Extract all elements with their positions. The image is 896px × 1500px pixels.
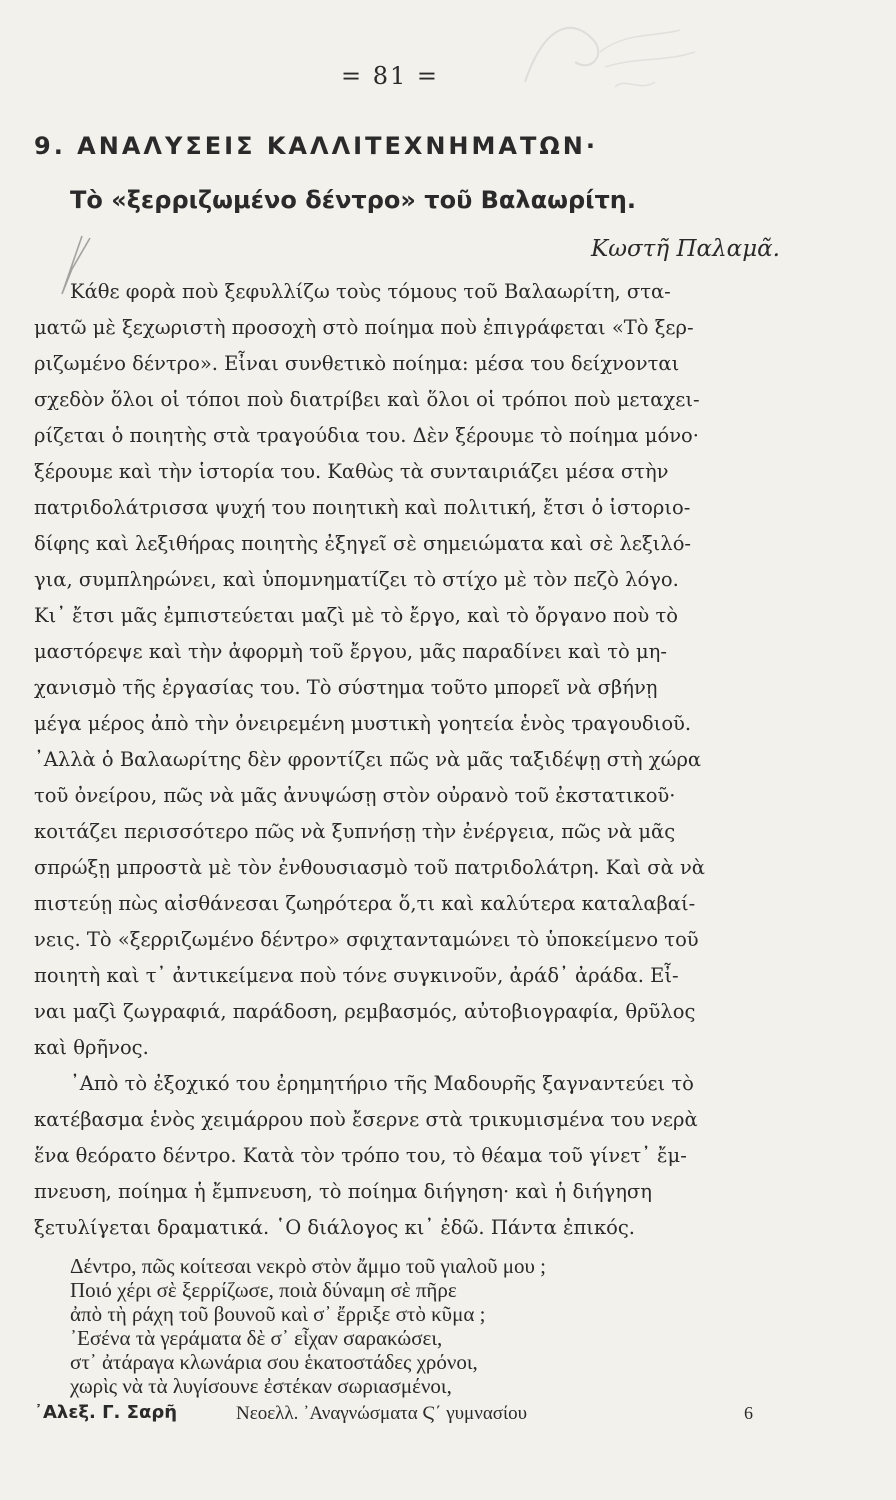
prose-line: καὶ θρῆνος. (34, 1036, 149, 1059)
prose-line: Κάθε φορὰ ποὺ ξεφυλλίζω τοὺς τόμους τοῦ Βαλαωρίτη, στα- (70, 280, 671, 303)
footer-author: ᾿Αλεξ. Γ. Σαρῆ (34, 1402, 178, 1423)
verse-line: ἀπὸ τὴ ράχη τοῦ βουνοῦ καὶ σ᾿ ἔρριξε στὸ κῦμα ; (70, 1302, 486, 1326)
prose-line: Κι᾿ ἔτσι μᾶς ἐμπιστεύεται μαζὶ μὲ τὸ ἔργο, καὶ τὸ ὄργανο ποὺ τὸ (34, 604, 679, 627)
prose-line: σπρώξῃ μπροστὰ μὲ τὸν ἐνθουσιασμὸ τοῦ πατριδολάτρη. Καὶ σὰ νὰ (34, 856, 705, 879)
prose-line: ᾿Απὸ τὸ ἐξοχικό του ἐρημητήριο τῆς Μαδουρῆς ξαγναντεύει τὸ (70, 1072, 694, 1095)
verse-line: στ᾿ ἀτάραγα κλωνάρια σου ἑκατοστάδες χρόνοι, (70, 1350, 478, 1374)
library-stamp-watermark (505, 12, 705, 107)
article-title: Τὸ «ξερριζωμένο δέντρο» τοῦ Βαλαωρίτη. (70, 186, 636, 214)
verse-line: ᾿Εσένα τὰ γεράματα δὲ σ᾿ εἶχαν σαρακώσει, (70, 1326, 443, 1350)
prose-line: νεις. Τὸ «ξερριζωμένο δέντρο» σφιχτανταμώνει τὸ ὑποκείμενο τοῦ (34, 928, 699, 951)
verse-line: Δέντρο, πῶς κοίτεσαι νεκρὸ στὸν ἄμμο τοῦ γιαλοῦ μου ; (70, 1254, 546, 1278)
footer-book-title: Νεοελλ. ᾿Αναγνώσματα Ϛ΄ γυμνασίου (236, 1403, 528, 1424)
prose-line: δίφης καὶ λεξιθήρας ποιητὴς ἐξηγεῖ σὲ σημειώματα καὶ σὲ λεξιλό- (34, 532, 692, 555)
footer-signature: 6 (744, 1403, 753, 1423)
prose-line: μέγα μέρος ἀπὸ τὴν ὀνειρεμένη μυστικὴ γοητεία ἑνὸς τραγουδιοῦ. (34, 712, 692, 735)
prose-line: ναι μαζὶ ζωγραφιά, παράδοση, ρεμβασμός, αὐτοβιογραφία, θρῦλος (34, 1000, 696, 1023)
verse-line: Ποιό χέρι σὲ ξερρίζωσε, ποιὰ δύναμη σὲ πῆρε (70, 1278, 457, 1302)
prose-line: ξέρουμε καὶ τὴν ἱστορία του. Καθὼς τὰ συνταιριάζει μέσα στὴν (34, 460, 669, 483)
verse-line: χωρὶς νὰ τὰ λυγίσουνε ἐστέκαν σωριασμένοι, (70, 1374, 452, 1398)
prose-line: χανισμὸ τῆς ἐργασίας του. Τὸ σύστημα τοῦτο μπορεῖ νὰ σβήνῃ (34, 676, 658, 699)
prose-line: μαστόρεψε καὶ τὴν ἀφορμὴ τοῦ ἔργου, μᾶς παραδίνει καὶ τὸ μη- (34, 640, 667, 663)
page-number: = 81 = (340, 62, 439, 90)
prose-line: ριζωμένο δέντρο». Εἶναι συνθετικὸ ποίημα: μέσα του δείχνονται (34, 352, 680, 375)
prose-line: ξετυλίγεται δραματικά. ῾Ο διάλογος κι᾿ ἐδῶ. Πάντα ἐπικός. (34, 1216, 635, 1239)
author-name: Κωστῆ Παλαμᾶ. (591, 236, 780, 262)
prose-line: ρίζεται ὁ ποιητὴς στὰ τραγούδια του. Δὲν ξέρουμε τὸ ποίημα μόνο· (34, 424, 699, 447)
prose-line: πνευση, ποίημα ἡ ἔμπνευση, τὸ ποίημα διήγηση· καὶ ἡ διήγηση (34, 1180, 652, 1203)
prose-line: τοῦ ὀνείρου, πῶς νὰ μᾶς ἀνυψώσῃ στὸν οὐρανὸ τοῦ ἐκστατικοῦ· (34, 784, 676, 807)
prose-line: ᾿Αλλὰ ὁ Βαλαωρίτης δὲν φροντίζει πῶς νὰ μᾶς ταξιδέψῃ στὴ χώρα (34, 748, 702, 771)
prose-line: κατέβασμα ἑνὸς χειμάρρου ποὺ ἔσερνε στὰ τρικυμισμένα του νερὰ (34, 1108, 698, 1131)
prose-line: ἕνα θεόρατο δέντρο. Κατὰ τὸν τρόπο του, τὸ θέαμα τοῦ γίνετ᾿ ἔμ- (34, 1144, 687, 1167)
prose-line: ποιητὴ καὶ τ᾿ ἀντικείμενα ποὺ τόνε συγκινοῦν, ἀράδ᾿ ἀράδα. Εἶ- (34, 964, 679, 987)
prose-line: κοιτάζει περισσότερο πῶς νὰ ξυπνήσῃ τὴν ἐνέργεια, πῶς νὰ μᾶς (34, 820, 676, 843)
prose-line: σχεδὸν ὅλοι οἱ τόποι ποὺ διατρίβει καὶ ὅλοι οἱ τρόποι ποὺ μεταχει- (34, 388, 700, 411)
prose-line: ματῶ μὲ ξεχωριστὴ προσοχὴ στὸ ποίημα ποὺ ἐπιγράφεται «Τὸ ξερ- (34, 316, 694, 339)
prose-line: πιστεύῃ πὼς αἰσθάνεσαι ζωηρότερα ὅ,τι καὶ καλύτερα καταλαβαί- (34, 892, 696, 915)
section-heading: 9. ΑΝΑΛΥΣΕΙΣ ΚΑΛΛΙΤΕΧΝΗΜΑΤΩΝ· (34, 132, 598, 160)
prose-line: πατριδολάτρισσα ψυχή του ποιητικὴ καὶ πολιτική, ἔτσι ὁ ἱστοριο- (34, 496, 691, 519)
prose-line: για, συμπληρώνει, καὶ ὑπομνηματίζει τὸ στίχο μὲ τὸν πεζὸ λόγο. (34, 568, 679, 591)
